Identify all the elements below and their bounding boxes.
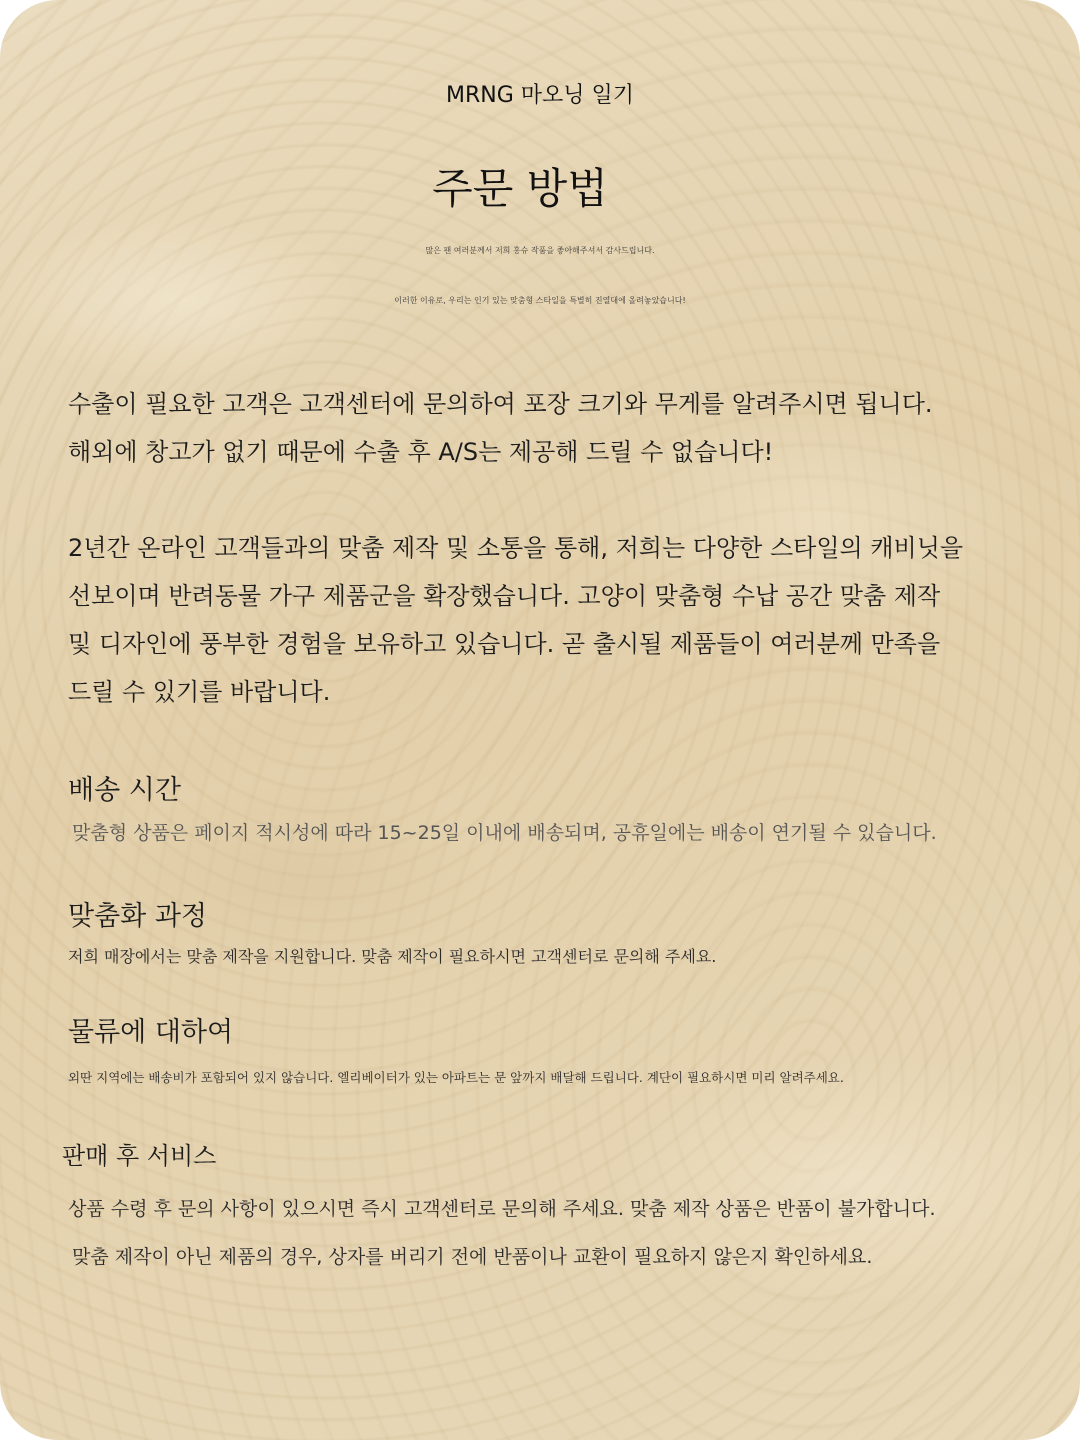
about-line: 및 디자인에 풍부한 경험을 보유하고 있습니다. 곧 출시될 제품들이 여러분께 만족을 <box>68 630 941 658</box>
logistics-text: 외딴 지역에는 배송비가 포함되어 있지 않습니다. 엘리베이터가 있는 아파트는 문 앞까지 배달해 드립니다. 계단이 필요하시면 미리 알려주세요. <box>68 1070 844 1085</box>
delivery-heading: 배송 시간 <box>68 775 181 806</box>
delivery-text: 맞춤형 상품은 페이지 적시성에 따라 15~25일 이내에 배송되며, 공휴일에는 배송이 연기될 수 있습니다. <box>72 822 937 844</box>
page-subtitle: 주문 방법 <box>432 164 608 213</box>
after-sales-line: 맞춤 제작이 아닌 제품의 경우, 상자를 버리기 전에 반품이나 교환이 필요하지 않은지 확인하세요. <box>72 1246 873 1268</box>
about-line: 2년간 온라인 고객들과의 맞춤 제작 및 소통을 통해, 저희는 다양한 스타일의 캐비닛을 <box>68 534 964 562</box>
export-notice-line: 해외에 창고가 없기 때문에 수출 후 A/S는 제공해 드릴 수 없습니다! <box>68 438 774 466</box>
about-line: 드릴 수 있기를 바랍니다. <box>68 678 331 706</box>
logistics-heading: 물류에 대하여 <box>68 1017 234 1048</box>
customization-heading: 맞춤화 과정 <box>68 901 207 932</box>
customization-text: 저희 매장에서는 맞춤 제작을 지원합니다. 맞춤 제작이 필요하시면 고객센터로 문의해 주세요. <box>68 947 717 966</box>
after-sales-heading: 판매 후 서비스 <box>62 1142 217 1170</box>
export-notice-line: 수출이 필요한 고객은 고객센터에 문의하여 포장 크기와 무게를 알려주시면 됩니다. <box>68 390 933 418</box>
page-title: MRNG 마오닝 일기 <box>445 83 635 108</box>
intro-line: 이러한 이유로, 우리는 인기 있는 맞춤형 스타일을 특별히 진열대에 올려놓았습니다! <box>394 296 686 305</box>
after-sales-line: 상품 수령 후 문의 사항이 있으시면 즉시 고객센터로 문의해 주세요. 맞춤 제작 상품은 반품이 불가합니다. <box>68 1198 936 1220</box>
intro-line: 많은 팬 여러분께서 저희 홍슈 작품을 좋아해주셔서 감사드립니다. <box>425 246 655 255</box>
about-line: 선보이며 반려동물 가구 제품군을 확장했습니다. 고양이 맞춤형 수납 공간 맞춤 제작 <box>68 582 941 610</box>
